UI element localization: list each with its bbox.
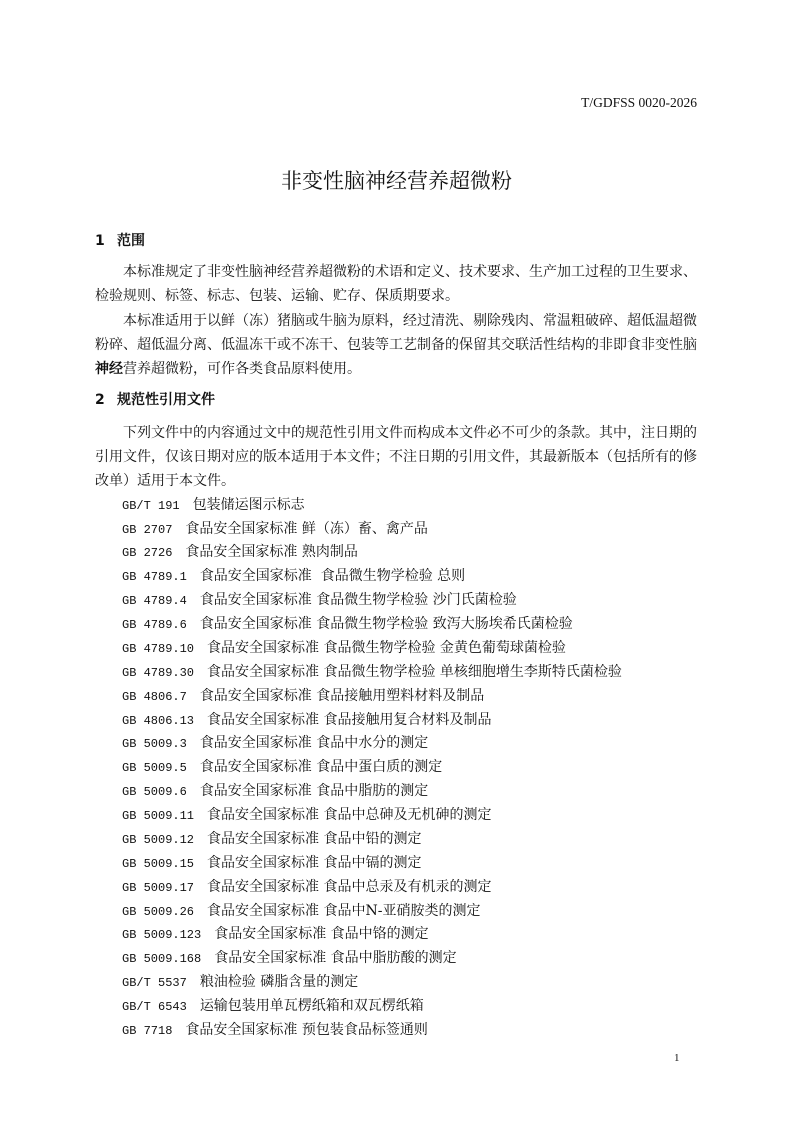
reference-code: GB/T 191 — [122, 498, 180, 513]
reference-code: GB 4789.6 — [122, 618, 187, 632]
reference-code: GB 4789.4 — [122, 594, 187, 609]
reference-title: 食品安全国家标准 食品中铅的测定 — [207, 830, 422, 847]
reference-item — [95, 804, 697, 828]
reference-code: GB 5009.6 — [122, 785, 187, 800]
reference-title: 食品安全国家标准 食品接触用复合材料及制品 — [207, 711, 492, 728]
reference-item — [95, 971, 697, 995]
reference-code: GB 5009.3 — [122, 737, 187, 752]
reference-code: GB 4789.1 — [122, 570, 187, 585]
page-number: 1 — [674, 1052, 680, 1064]
reference-item — [95, 900, 697, 924]
section-number: 1 — [95, 233, 105, 249]
scope-paragraph-2-bold-term: 神经 — [95, 361, 123, 378]
reference-item — [95, 828, 697, 852]
reference-title: 食品安全国家标准 食品微生物学检验 总则 — [199, 568, 466, 585]
scope-paragraph-2 — [95, 309, 697, 382]
reference-title: 食品安全国家标准 食品中总汞及有机汞的测定 — [207, 878, 492, 895]
reference-item — [95, 876, 697, 900]
reference-item — [95, 661, 697, 685]
scope-paragraph-2-start: 本标准适用于以鲜（冻）猪脑或牛脑为原料，经过清洗、剔除残肉、常温粗破碎、超低温超微粉碎、超低温分离、低温冻干或不冻干、包装等工艺制备的保留其交联活性结构的非即食非变性脑 — [95, 312, 697, 353]
standard-code: T/GDFSS 0020-2026 — [581, 95, 697, 110]
reference-title: 包装储运图示标志 — [192, 496, 305, 513]
references-body — [95, 422, 697, 1043]
reference-code: GB 5009.123 — [122, 928, 202, 943]
reference-title: 粮油检验 磷脂含量的测定 — [199, 974, 359, 991]
reference-title: 食品安全国家标准 食品中铬的测定 — [214, 926, 429, 943]
reference-title: 食品安全国家标准 食品接触用塑料材料及制品 — [199, 687, 485, 704]
reference-title: 食品安全国家标准 食品中总砷及无机砷的测定 — [207, 807, 492, 823]
reference-code: GB 5009.26 — [122, 904, 195, 919]
section-number: 2 — [95, 392, 105, 408]
reference-item — [95, 685, 697, 709]
reference-title: 食品安全国家标准 食品微生物学检验 金黄色葡萄球菌检验 — [207, 639, 566, 656]
reference-title: 食品安全国家标准 鲜（冻）畜、禽产品 — [185, 520, 428, 537]
section-title: 范围 — [117, 233, 145, 249]
reference-code: GB/T 6543 — [122, 1000, 187, 1014]
reference-title: 食品安全国家标准 食品中脂肪酸的测定 — [214, 950, 457, 967]
reference-title: 食品安全国家标准 熟肉制品 — [185, 544, 358, 561]
reference-title: 食品安全国家标准 食品微生物学检验 单核细胞增生李斯特氏菌检验 — [207, 663, 622, 680]
reference-item — [95, 709, 697, 733]
reference-item — [95, 732, 697, 756]
reference-item — [95, 780, 697, 804]
reference-code: GB/T 5537 — [122, 976, 187, 991]
reference-item — [95, 541, 697, 565]
reference-code: GB 5009.11 — [122, 809, 195, 823]
reference-item — [95, 1019, 697, 1043]
scope-paragraph-2-end: 营养超微粉，可作各类食品原料使用。 — [123, 361, 361, 378]
references-intro-paragraph: 下列文件中的内容通过文中的规范性引用文件而构成本文件必不可少的条款。其中，注日期的引用文件，仅该日期对应的版本适用于本文件；不注日期的引用文件，其最新版本（包括所有的修改单）适用于本文件。 — [95, 425, 697, 489]
reference-title: 食品安全国家标准 食品中蛋白质的测定 — [199, 759, 443, 776]
reference-item — [95, 852, 697, 876]
reference-item — [95, 923, 697, 947]
reference-item — [95, 589, 697, 613]
reference-code: GB 4789.30 — [122, 665, 195, 680]
reference-item — [95, 494, 697, 518]
reference-code: GB 4789.10 — [122, 641, 195, 656]
scope-paragraph-1: 本标准规定了非变性脑神经营养超微粉的术语和定义、技术要求、生产加工过程的卫生要求、检验规则、标签、标志、包装、运输、贮存、保质期要求。 — [95, 264, 697, 305]
reference-code: GB 2707 — [122, 522, 173, 537]
reference-code: GB 4806.13 — [122, 713, 195, 728]
reference-list — [95, 494, 697, 1043]
reference-item — [95, 565, 697, 589]
reference-item — [95, 756, 697, 780]
reference-code: GB 5009.17 — [122, 880, 195, 895]
reference-title: 食品安全国家标准 食品中镉的测定 — [207, 854, 422, 871]
reference-code: GB 5009.15 — [122, 856, 195, 871]
reference-code: GB 5009.12 — [122, 832, 195, 847]
reference-title: 食品安全国家标准 食品中N-亚硝胺类的测定 — [207, 902, 481, 919]
section-heading-normative-references — [95, 390, 215, 410]
reference-title: 食品安全国家标准 预包装食品标签通则 — [185, 1021, 428, 1038]
section-title: 规范性引用文件 — [117, 392, 215, 408]
reference-item — [95, 995, 697, 1019]
reference-title: 食品安全国家标准 食品中水分的测定 — [199, 735, 429, 752]
reference-code: GB 7718 — [122, 1023, 173, 1038]
section-heading-scope — [95, 231, 145, 251]
scope-body — [95, 260, 697, 381]
document-title: 非变性脑神经营养超微粉 — [281, 169, 512, 193]
reference-item — [95, 947, 697, 971]
reference-code: GB 5009.5 — [122, 761, 187, 776]
reference-title: 食品安全国家标准 食品微生物学检验 致泻大肠埃希氏菌检验 — [199, 616, 573, 632]
reference-title: 食品安全国家标准 食品中脂肪的测定 — [199, 783, 429, 800]
reference-title: 运输包装用单瓦楞纸箱和双瓦楞纸箱 — [199, 998, 424, 1014]
reference-title: 食品安全国家标准 食品微生物学检验 沙门氏菌检验 — [199, 592, 517, 609]
reference-item — [95, 518, 697, 542]
reference-code: GB 5009.168 — [122, 952, 202, 967]
reference-item — [95, 637, 697, 661]
reference-code: GB 4806.7 — [122, 689, 187, 704]
reference-item — [95, 613, 697, 637]
reference-code: GB 2726 — [122, 546, 173, 561]
